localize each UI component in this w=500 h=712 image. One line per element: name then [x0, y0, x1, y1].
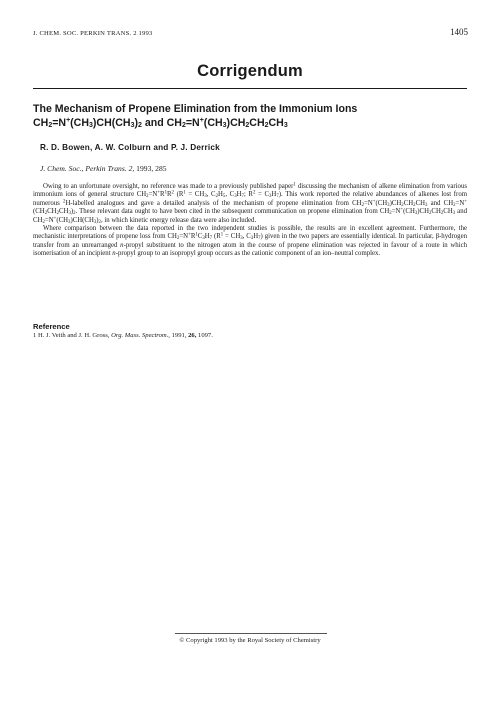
article-title-formula: $CH_2=N^+(CH_3)CH(CH_3)_2$ and $CH_2=N^+(CH_3)CH_2CH_2CH_3$ — [33, 117, 288, 129]
citation-details: 1993, 285 — [134, 164, 167, 173]
reference-journal: Org. Mass. Spectrom., — [111, 332, 170, 339]
reference-entry — [33, 332, 213, 339]
citation — [40, 164, 167, 173]
header-rule — [33, 88, 467, 89]
body-text — [33, 183, 467, 259]
reference-number: 1 — [33, 332, 37, 339]
copyright-notice: © Copyright 1993 by the Royal Society of Chemistry — [179, 637, 321, 644]
article-title — [33, 102, 473, 130]
author-list: R. D. Bowen, A. W. Colburn and P. J. Derrick — [40, 143, 220, 152]
section-title: Corrigendum — [197, 62, 303, 80]
reference-heading: Reference — [33, 322, 70, 331]
running-head: J. CHEM. SOC. PERKIN TRANS. 2 1993 — [33, 30, 153, 37]
citation-journal: J. Chem. Soc., Perkin Trans. 2, — [40, 164, 135, 173]
copyright-rule — [175, 633, 327, 634]
reference-page: 1097. — [198, 332, 213, 339]
reference-authors: H. J. Veith and J. H. Gross, — [37, 332, 110, 339]
reference-year: 1991, — [171, 332, 187, 339]
body-paragraph-2: Where comparison between the data reported in the two independent studies is possible, the results are in excellent agreement. Furthermore, the mechanistic interpretations of propene loss from $CH_2=N^+R^1C_3H_7$ ($R^1 = CH_3$, $C_3H_7$) given in the two papers are essentially identical. In particular, β-hydrogen transfer from an unrearranged n-propyl substituent to the nitrogen atom in the course of propene elimination was rejected in favour of a route in which isomerisation of an incipient n-propyl group to an isopropyl group occurs as the cationic component of an ion–neutral complex. — [33, 225, 468, 258]
reference-volume: 26, — [188, 332, 197, 339]
page-number: 1405 — [450, 27, 468, 37]
body-paragraph-1: Owing to an unfortunate oversight, no reference was made to a previously published paper$^1$ discussing the mechanism of alkene elimination from various immonium ions of general structure $CH_2=N^+R^1R^2$ ($R^1 = CH_3$, $C_2H_5$, $C_3H_7$; $R^2 = C_3H_7$). This work reported the relative abundances of alkenes lost from numerous $^2$H-labelled analogues and gave a detailed analysis of the mechanism of propene elimination from $CH_2=N^+(CH_3)CH_2CH_2CH_3$ and $CH_2=N^+(CH_2CH_2CH_3)_2$. These relevant data ought to have been cited in the subsequent communication on propene elimination from $CH_2=N^+(CH_3)CH_2CH_2CH_3$ and $CH_2=N^+(CH_3)CH(CH_3)_2$, in which kinetic energy release data were also included. — [33, 182, 467, 225]
article-title-line1: The Mechanism of Propene Elimination from the Immonium Ions — [33, 103, 358, 115]
